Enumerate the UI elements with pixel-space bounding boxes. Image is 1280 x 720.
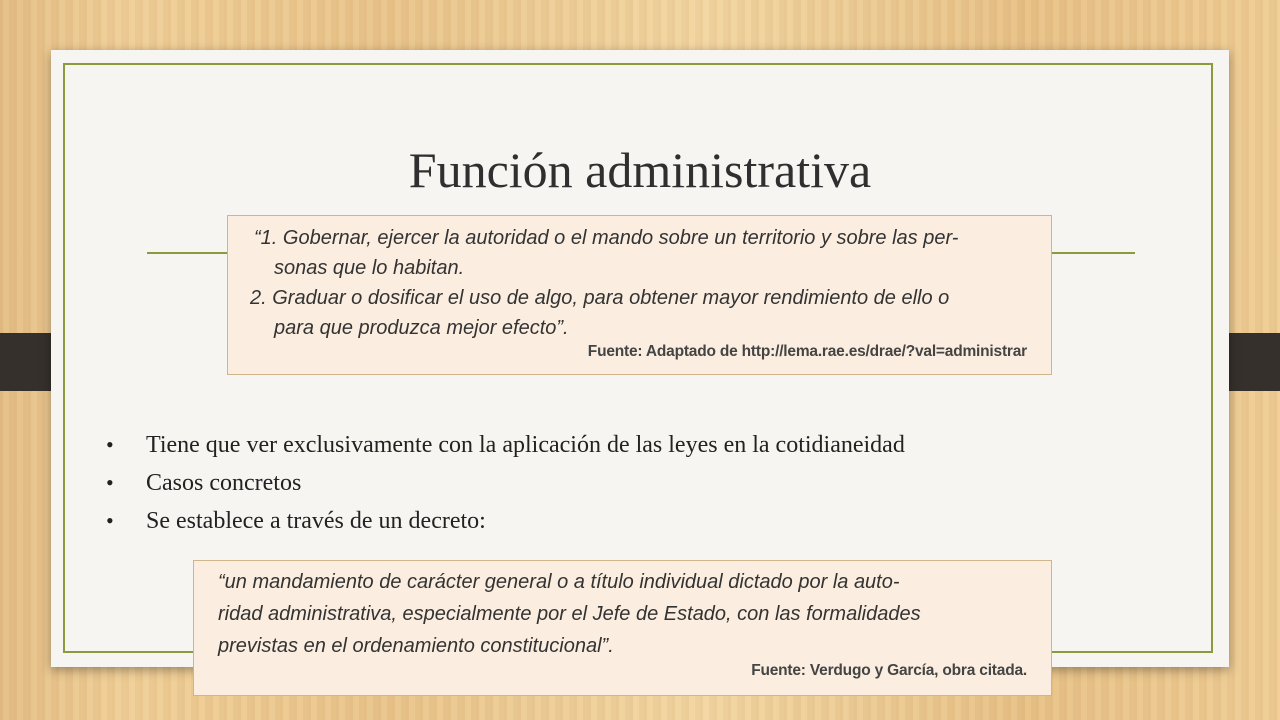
bullet-list [106,426,905,540]
quote-source: Fuente: Verdugo y García, obra citada. [751,662,1027,679]
bullet-item: • Se establece a través de un decreto: [106,502,905,540]
quote-line: “un mandamiento de carácter general o a título individual dictado por la auto- [218,571,900,593]
bullet-item: • Casos concretos [106,464,905,502]
bullet-item: • Tiene que ver exclusivamente con la aplicación de las leyes en la cotidianeidad [106,426,905,464]
quote-line: ridad administrativa, especialmente por el Jefe de Estado, con las formalidades [218,603,921,625]
title-rule-left [147,252,227,254]
decree-quote-box [193,560,1052,696]
title-rule-right [1052,252,1135,254]
quote-line: para que produzca mejor efecto”. [274,317,569,339]
definition-quote-box [227,215,1052,375]
slide-title: Función administrativa [408,142,872,198]
quote-line: 2. Graduar o dosificar el uso de algo, para obtener mayor rendimiento de ello o [250,287,950,309]
quote-line: previstas en el ordenamiento constitucional”. [218,635,614,657]
quote-line: sonas que lo habitan. [274,257,465,279]
quote-line: “1. Gobernar, ejercer la autoridad o el mando sobre un territorio y sobre las per- [254,227,959,249]
quote-source: Fuente: Adaptado de http://lema.rae.es/drae/?val=administrar [587,343,1027,360]
